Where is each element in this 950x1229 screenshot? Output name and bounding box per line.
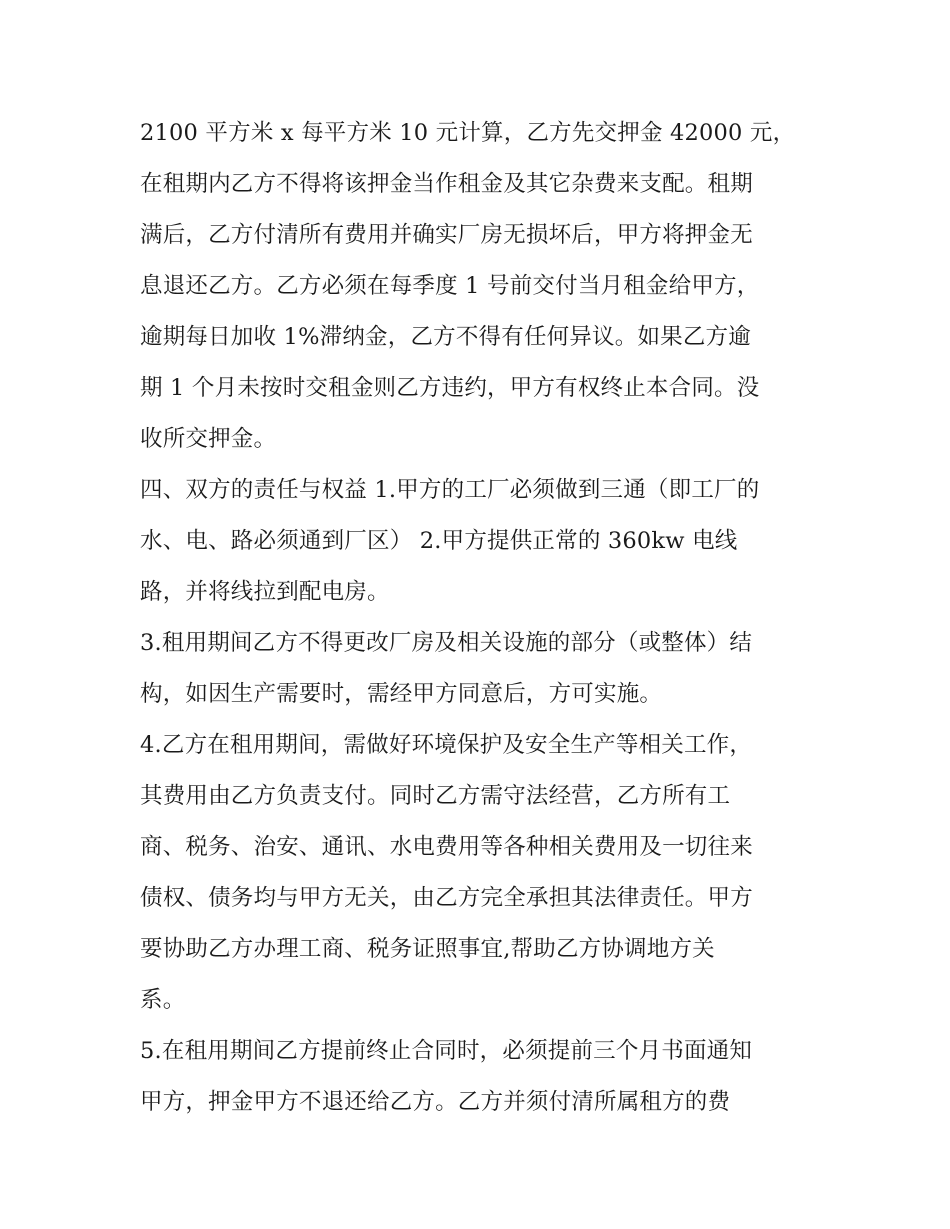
clause-line: 5.在租用期间乙方提前终止合同时，必须提前三个月书面通知 xyxy=(140,1038,753,1064)
text-line: 其费用由乙方负责支付。同时乙方需守法经营，乙方所有工 xyxy=(140,783,731,809)
text-line: 水、电、路必须通到厂区） 2.甲方提供正常的 360kw 电线 xyxy=(140,528,738,554)
section-heading-line: 四、双方的责任与权益 1.甲方的工厂必须做到三通（即工厂的 xyxy=(140,477,760,503)
clause-line: 3.租用期间乙方不得更改厂房及相关设施的部分（或整体）结 xyxy=(140,630,753,656)
text-line: 逾期每日加收 1%滞纳金，乙方不得有任何异议。如果乙方逾 xyxy=(140,324,751,350)
text-line: 在租期内乙方不得将该押金当作租金及其它杂费来支配。租期 xyxy=(140,171,753,197)
text-line: 期 1 个月未按时交租金则乙方违约，甲方有权终止本合同。没 xyxy=(140,375,760,401)
text-line: 商、税务、治安、通讯、水电费用等各种相关费用及一切往来 xyxy=(140,834,753,860)
contract-body-text xyxy=(140,108,820,1128)
text-line: 收所交押金。 xyxy=(140,426,277,452)
text-line: 构，如因生产需要时，需经甲方同意后，方可实施。 xyxy=(140,681,663,707)
text-line: 息退还乙方。乙方必须在每季度 1 号前交付当月租金给甲方， xyxy=(140,273,760,299)
text-line: 债权、债务均与甲方无关，由乙方完全承担其法律责任。甲方 xyxy=(140,885,753,911)
text-line: 路，并将线拉到配电房。 xyxy=(140,579,390,605)
text-line: 系。 xyxy=(140,987,186,1013)
text-line: 要协助乙方办理工商、税务证照事宜,帮助乙方协调地方关 xyxy=(140,936,715,962)
text-line: 甲方，押金甲方不退还给乙方。乙方并须付清所属租方的费 xyxy=(140,1089,731,1115)
clause-line: 4.乙方在租用期间，需做好环境保护及安全生产等相关工作， xyxy=(140,732,753,758)
text-line: 满后，乙方付清所有费用并确实厂房无损坏后，甲方将押金无 xyxy=(140,222,753,248)
text-line: 2100 平方米 x 每平方米 10 元计算，乙方先交押金 42000 元， xyxy=(140,120,796,146)
